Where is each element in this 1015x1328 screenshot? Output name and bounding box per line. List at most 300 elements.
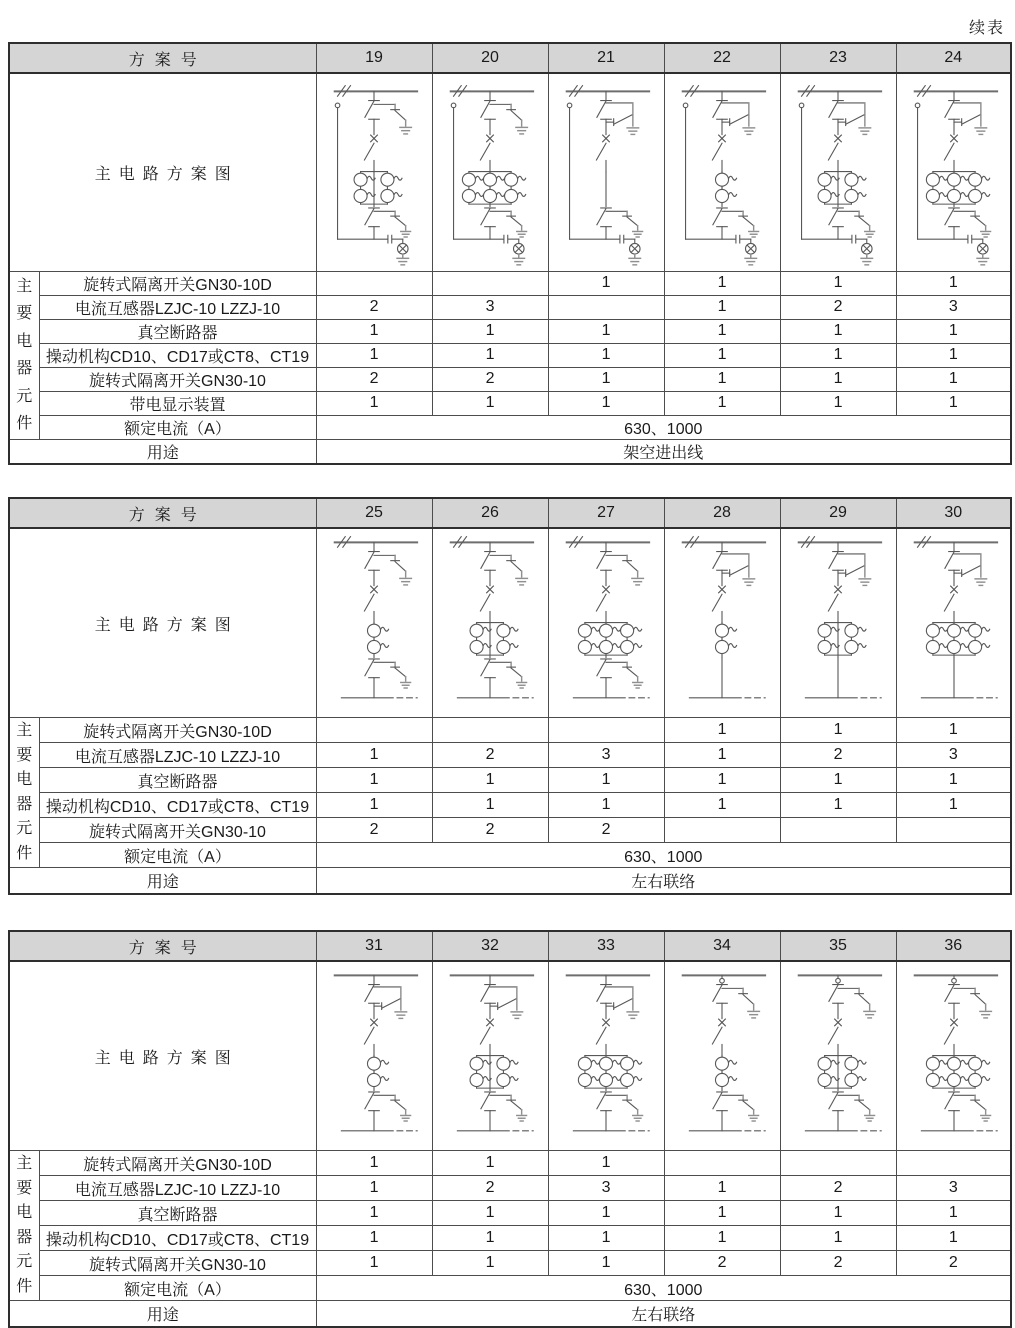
- count-cell: 3: [548, 1176, 664, 1201]
- count-cell: 1: [432, 343, 548, 367]
- count-cell: 1: [548, 343, 664, 367]
- isolator-symbol-bottom: [481, 208, 495, 239]
- earth-switch-symbol-bottom: [722, 1095, 759, 1121]
- isolator-symbol: [829, 542, 843, 585]
- busbar: [566, 86, 650, 97]
- count-cell: 2: [780, 1251, 896, 1276]
- isolator-symbol: [829, 975, 843, 1018]
- count-cell: [664, 818, 780, 843]
- component-row: [9, 295, 1011, 319]
- count-cell: [316, 271, 432, 295]
- earth-switch-symbol: [374, 987, 407, 1018]
- scheme-number-header-row: [9, 43, 1011, 73]
- count-cell: 2: [316, 295, 432, 319]
- count-cell: 1: [432, 1251, 548, 1276]
- diagram-row: [9, 73, 1011, 271]
- breaker-symbol: [828, 586, 841, 623]
- diagram-cell-scheme-31: [316, 961, 432, 1151]
- count-cell: 1: [896, 367, 1011, 391]
- component-row: [9, 391, 1011, 415]
- component-group-vertical-text: 主要电器元件: [16, 722, 33, 862]
- isolator-symbol: [365, 92, 379, 135]
- count-cell: 2: [432, 1176, 548, 1201]
- component-group-vertical-text: 主要电器元件: [16, 277, 33, 432]
- component-row: [9, 718, 1011, 743]
- count-cell: 1: [664, 768, 780, 793]
- count-cell: 1: [548, 1201, 664, 1226]
- main-circuit-diagram: [433, 529, 547, 717]
- isolator-symbol: [481, 975, 495, 1018]
- isolator-symbol: [597, 542, 611, 585]
- scheme-table-19-24: [8, 42, 1012, 465]
- main-circuit-diagram: [549, 78, 663, 266]
- diagram-cell-scheme-27: [548, 528, 664, 718]
- main-circuit-diagram: [665, 962, 779, 1150]
- count-cell: [548, 295, 664, 319]
- count-cell: 1: [896, 319, 1011, 343]
- count-cell: 1: [664, 743, 780, 768]
- count-cell: 1: [316, 391, 432, 415]
- isolator-symbol: [713, 92, 727, 135]
- component-label: 操动机构CD10、CD17或CT8、CT19: [39, 343, 316, 367]
- rated-current-row: [9, 415, 1011, 439]
- component-label: 带电显示装置: [39, 391, 316, 415]
- count-cell: 1: [432, 793, 548, 818]
- count-cell: 1: [548, 1151, 664, 1176]
- diagram-row: [9, 961, 1011, 1151]
- scheme-number-28: 28: [664, 498, 780, 528]
- isolator-symbol-bottom: [365, 1092, 379, 1131]
- earth-switch-symbol: [606, 987, 639, 1018]
- voltage-display-line: [335, 103, 340, 239]
- count-cell: 1: [316, 793, 432, 818]
- count-cell: 1: [896, 768, 1011, 793]
- count-cell: 1: [548, 768, 664, 793]
- component-row: [9, 793, 1011, 818]
- bottom-connection: [338, 236, 403, 244]
- usage-label: 用途: [9, 1301, 316, 1327]
- breaker-symbol: [364, 586, 377, 623]
- count-cell: 1: [316, 1226, 432, 1251]
- count-cell: 2: [548, 818, 664, 843]
- count-cell: 2: [780, 1176, 896, 1201]
- main-circuit-diagram: [549, 962, 663, 1150]
- diagram-cell-scheme-26: [432, 528, 548, 718]
- component-label: 电流互感器LZJC-10 LZZJ-10: [39, 1176, 316, 1201]
- count-cell: 1: [664, 793, 780, 818]
- count-cell: 1: [432, 1226, 548, 1251]
- count-cell: [664, 1151, 780, 1176]
- busbar: [334, 537, 418, 548]
- count-cell: [896, 1151, 1011, 1176]
- component-row: [9, 1226, 1011, 1251]
- diagram-cell-scheme-24: [896, 73, 1011, 271]
- count-cell: 1: [780, 391, 896, 415]
- scheme-number-header-row: [9, 931, 1011, 961]
- count-cell: 2: [316, 367, 432, 391]
- main-circuit-label: 主电路方案图: [9, 528, 316, 718]
- diagram-cell-scheme-36: [896, 961, 1011, 1151]
- isolator-symbol-bottom: [365, 659, 379, 698]
- isolator-symbol-bottom: [597, 1092, 611, 1131]
- isolator-symbol: [597, 92, 611, 135]
- component-row: [9, 768, 1011, 793]
- main-circuit-diagram: [897, 962, 1011, 1150]
- breaker-symbol: [364, 135, 377, 172]
- component-row: [9, 743, 1011, 768]
- count-cell: 1: [432, 1151, 548, 1176]
- count-cell: 1: [780, 793, 896, 818]
- component-label: 真空断路器: [39, 768, 316, 793]
- busbar: [798, 537, 882, 548]
- count-cell: 1: [664, 718, 780, 743]
- usage-label: 用途: [9, 868, 316, 894]
- scheme-number-29: 29: [780, 498, 896, 528]
- count-cell: 1: [548, 793, 664, 818]
- count-cell: 2: [432, 743, 548, 768]
- isolator-symbol-bottom: [597, 659, 611, 698]
- usage-row: [9, 439, 1011, 464]
- bottom-connection: [802, 236, 867, 244]
- scheme-number-21: 21: [548, 43, 664, 73]
- breaker-symbol: [596, 135, 609, 172]
- earth-switch-symbol-bottom: [606, 662, 643, 688]
- earth-switch-symbol-bottom: [374, 212, 411, 238]
- component-label: 旋转式隔离开关GN30-10D: [39, 1151, 316, 1176]
- usage-value: 左右联络: [316, 868, 1011, 894]
- component-label: 电流互感器LZJC-10 LZZJ-10: [39, 743, 316, 768]
- count-cell: 1: [664, 295, 780, 319]
- count-cell: 1: [896, 1201, 1011, 1226]
- usage-value: 左右联络: [316, 1301, 1011, 1327]
- count-cell: 1: [780, 271, 896, 295]
- scheme-table-31-36: [8, 930, 1012, 1328]
- diagram-cell-scheme-30: [896, 528, 1011, 718]
- usage-row: [9, 1301, 1011, 1327]
- component-row: [9, 1176, 1011, 1201]
- earth-switch-symbol: [722, 103, 755, 134]
- scheme-number-24: 24: [896, 43, 1011, 73]
- breaker-symbol: [480, 1019, 493, 1056]
- earth-switch-symbol-bottom: [838, 212, 875, 238]
- count-cell: 1: [548, 271, 664, 295]
- ct-symbol: [367, 623, 388, 658]
- diagram-row: [9, 528, 1011, 718]
- scheme-number-30: 30: [896, 498, 1011, 528]
- isolator-symbol: [597, 975, 611, 1018]
- scheme-number-22: 22: [664, 43, 780, 73]
- count-cell: 1: [316, 1176, 432, 1201]
- bottom-connection: [686, 236, 751, 244]
- component-row: [9, 271, 1011, 295]
- count-cell: 1: [432, 1201, 548, 1226]
- voltage-display-line: [567, 103, 572, 239]
- ct-symbol: [926, 1056, 989, 1091]
- component-label: 真空断路器: [39, 1201, 316, 1226]
- ct-symbol: [354, 172, 402, 207]
- count-cell: [896, 818, 1011, 843]
- component-row: [9, 818, 1011, 843]
- rated-current-row: [9, 1276, 1011, 1301]
- diagram-cell-scheme-33: [548, 961, 664, 1151]
- rated-current-value: 630、1000: [316, 843, 1011, 868]
- earth-switch-symbol: [838, 554, 871, 585]
- isolator-symbol-bottom: [481, 1092, 495, 1131]
- isolator-symbol-bottom: [829, 1092, 843, 1131]
- count-cell: 2: [780, 295, 896, 319]
- isolator-symbol-bottom: [829, 208, 843, 239]
- count-cell: 2: [316, 818, 432, 843]
- ct-symbol: [715, 172, 736, 207]
- ct-symbol: [715, 1056, 736, 1091]
- scheme-no-header: 方案号: [9, 43, 316, 73]
- scheme-number-27: 27: [548, 498, 664, 528]
- earth-switch-symbol-bottom: [606, 212, 643, 238]
- breaker-symbol: [480, 586, 493, 623]
- isolator-symbol: [365, 975, 379, 1018]
- ct-symbol: [715, 623, 736, 658]
- earth-switch-symbol: [838, 103, 871, 134]
- usage-row: [9, 868, 1011, 894]
- diagram-cell-scheme-28: [664, 528, 780, 718]
- ct-symbol: [818, 172, 866, 207]
- earth-switch-symbol-bottom: [374, 1095, 411, 1121]
- breaker-symbol: [828, 135, 841, 172]
- main-circuit-diagram: [781, 529, 895, 717]
- count-cell: 1: [316, 1151, 432, 1176]
- ct-symbol: [367, 1056, 388, 1091]
- voltage-display-line: [683, 103, 688, 239]
- component-label: 旋转式隔离开关GN30-10: [39, 367, 316, 391]
- busbar: [450, 86, 534, 97]
- count-cell: 1: [432, 768, 548, 793]
- component-row: [9, 1151, 1011, 1176]
- count-cell: [316, 718, 432, 743]
- ct-symbol: [818, 623, 866, 658]
- count-cell: 1: [896, 343, 1011, 367]
- component-label: 电流互感器LZJC-10 LZZJ-10: [39, 295, 316, 319]
- live-display-lamp-symbol: [513, 239, 525, 265]
- isolator-symbol-bottom: [944, 208, 958, 239]
- diagram-cell-scheme-20: [432, 73, 548, 271]
- earth-switch-symbol-bottom: [838, 1095, 875, 1121]
- rated-current-row: [9, 843, 1011, 868]
- count-cell: 1: [664, 319, 780, 343]
- voltage-display-line: [915, 103, 920, 239]
- count-cell: 1: [780, 367, 896, 391]
- count-cell: 1: [548, 391, 664, 415]
- earth-switch-symbol-bottom: [490, 662, 527, 688]
- breaker-symbol: [944, 1019, 957, 1056]
- isolator-symbol: [481, 92, 495, 135]
- main-circuit-diagram: [433, 962, 547, 1150]
- bottom-connection: [570, 236, 635, 244]
- count-cell: [780, 1151, 896, 1176]
- count-cell: 1: [896, 793, 1011, 818]
- count-cell: 1: [664, 367, 780, 391]
- scheme-number-34: 34: [664, 931, 780, 961]
- count-cell: 1: [548, 367, 664, 391]
- count-cell: 1: [780, 718, 896, 743]
- voltage-display-line: [799, 103, 804, 239]
- scheme-number-32: 32: [432, 931, 548, 961]
- count-cell: 1: [664, 271, 780, 295]
- count-cell: 1: [548, 319, 664, 343]
- main-circuit-diagram: [665, 529, 779, 717]
- continuation-label: 续表: [968, 20, 1005, 37]
- component-label: 操动机构CD10、CD17或CT8、CT19: [39, 793, 316, 818]
- isolator-symbol-bottom: [597, 208, 611, 239]
- count-cell: 1: [780, 768, 896, 793]
- ct-symbol: [818, 1056, 866, 1091]
- count-cell: 3: [896, 1176, 1011, 1201]
- earth-switch-symbol: [954, 103, 987, 134]
- scheme-table-25-30: [8, 497, 1012, 895]
- usage-label: 用途: [9, 439, 316, 464]
- isolator-symbol-bottom: [713, 208, 727, 239]
- busbar: [682, 86, 766, 97]
- live-display-lamp-symbol: [629, 239, 641, 265]
- diagram-cell-scheme-21: [548, 73, 664, 271]
- breaker-symbol: [480, 135, 493, 172]
- count-cell: 1: [896, 271, 1011, 295]
- component-label: 旋转式隔离开关GN30-10: [39, 818, 316, 843]
- count-cell: 1: [548, 1251, 664, 1276]
- diagram-cell-scheme-22: [664, 73, 780, 271]
- bottom-connection: [917, 236, 982, 244]
- count-cell: 3: [896, 295, 1011, 319]
- count-cell: 1: [316, 1201, 432, 1226]
- busbar: [450, 537, 534, 548]
- isolator-symbol-bottom: [944, 1092, 958, 1131]
- busbar: [334, 86, 418, 97]
- earth-switch-symbol-bottom: [954, 212, 991, 238]
- earth-switch-symbol-bottom: [606, 1095, 643, 1121]
- rated-current-value: 630、1000: [316, 1276, 1011, 1301]
- scheme-number-header-row: [9, 498, 1011, 528]
- busbar: [798, 86, 882, 97]
- voltage-display-line: [451, 103, 456, 239]
- isolator-symbol: [829, 92, 843, 135]
- count-cell: [432, 718, 548, 743]
- main-circuit-diagram: [549, 529, 663, 717]
- earth-switch-symbol-bottom: [490, 212, 527, 238]
- diagram-cell-scheme-23: [780, 73, 896, 271]
- usage-value: 架空进出线: [316, 439, 1011, 464]
- component-row: [9, 1251, 1011, 1276]
- count-cell: 1: [316, 743, 432, 768]
- count-cell: 1: [432, 319, 548, 343]
- count-cell: 1: [664, 1226, 780, 1251]
- component-label: 旋转式隔离开关GN30-10D: [39, 271, 316, 295]
- component-group-vertical-text: 主要电器元件: [16, 1155, 33, 1295]
- busbar: [913, 537, 997, 548]
- component-label: 真空断路器: [39, 319, 316, 343]
- scheme-number-19: 19: [316, 43, 432, 73]
- live-display-lamp-symbol: [977, 239, 989, 265]
- count-cell: 1: [316, 319, 432, 343]
- count-cell: 1: [432, 391, 548, 415]
- count-cell: [432, 271, 548, 295]
- diagram-cell-scheme-35: [780, 961, 896, 1151]
- count-cell: [780, 818, 896, 843]
- main-circuit-diagram: [433, 78, 547, 266]
- rated-current-label: 额定电流（A）: [39, 1276, 316, 1301]
- count-cell: 3: [432, 295, 548, 319]
- count-cell: 1: [316, 768, 432, 793]
- count-cell: 1: [780, 1226, 896, 1251]
- ct-symbol: [926, 623, 989, 658]
- earth-switch-symbol-bottom: [374, 662, 411, 688]
- component-group-label: [9, 271, 39, 439]
- isolator-symbol-bottom: [365, 208, 379, 239]
- rated-current-label: 额定电流（A）: [39, 843, 316, 868]
- breaker-symbol: [712, 586, 725, 623]
- ct-symbol: [470, 623, 518, 658]
- breaker-symbol: [712, 135, 725, 172]
- count-cell: 1: [896, 391, 1011, 415]
- component-label: 操动机构CD10、CD17或CT8、CT19: [39, 1226, 316, 1251]
- count-cell: 3: [896, 743, 1011, 768]
- scheme-number-23: 23: [780, 43, 896, 73]
- component-row: [9, 367, 1011, 391]
- diagram-cell-scheme-19: [316, 73, 432, 271]
- component-label: 旋转式隔离开关GN30-10: [39, 1251, 316, 1276]
- main-circuit-diagram: [897, 529, 1011, 717]
- ct-symbol: [578, 1056, 641, 1091]
- main-circuit-label: 主电路方案图: [9, 961, 316, 1151]
- ct-symbol: [462, 172, 525, 207]
- breaker-symbol: [944, 586, 957, 623]
- bottom-connection: [454, 236, 519, 244]
- diagram-cell-scheme-29: [780, 528, 896, 718]
- count-cell: 1: [664, 1201, 780, 1226]
- isolator-symbol: [713, 542, 727, 585]
- breaker-symbol: [596, 586, 609, 623]
- count-cell: 1: [664, 343, 780, 367]
- main-circuit-diagram: [317, 78, 431, 266]
- scheme-number-20: 20: [432, 43, 548, 73]
- count-cell: 1: [780, 319, 896, 343]
- earth-switch-symbol: [722, 554, 755, 585]
- earth-switch-symbol-bottom: [722, 212, 759, 238]
- component-label: 旋转式隔离开关GN30-10D: [39, 718, 316, 743]
- component-group-label: [9, 1151, 39, 1301]
- diagram-cell-scheme-34: [664, 961, 780, 1151]
- breaker-symbol: [828, 1019, 841, 1056]
- isolator-symbol-bottom: [713, 1092, 727, 1131]
- count-cell: 2: [896, 1251, 1011, 1276]
- scheme-number-31: 31: [316, 931, 432, 961]
- count-cell: 1: [780, 1201, 896, 1226]
- diagram-cell-scheme-25: [316, 528, 432, 718]
- earth-switch-symbol: [606, 103, 639, 134]
- isolator-symbol: [944, 975, 958, 1018]
- scheme-number-26: 26: [432, 498, 548, 528]
- earth-switch-symbol: [954, 554, 987, 585]
- component-row: [9, 343, 1011, 367]
- main-circuit-label: 主电路方案图: [9, 73, 316, 271]
- isolator-symbol: [713, 975, 727, 1018]
- count-cell: 1: [896, 1226, 1011, 1251]
- diagram-cell-scheme-32: [432, 961, 548, 1151]
- live-display-lamp-symbol: [397, 239, 409, 265]
- count-cell: 1: [316, 1251, 432, 1276]
- busbar: [566, 537, 650, 548]
- isolator-symbol: [481, 542, 495, 585]
- main-circuit-diagram: [317, 962, 431, 1150]
- main-circuit-diagram: [781, 962, 895, 1150]
